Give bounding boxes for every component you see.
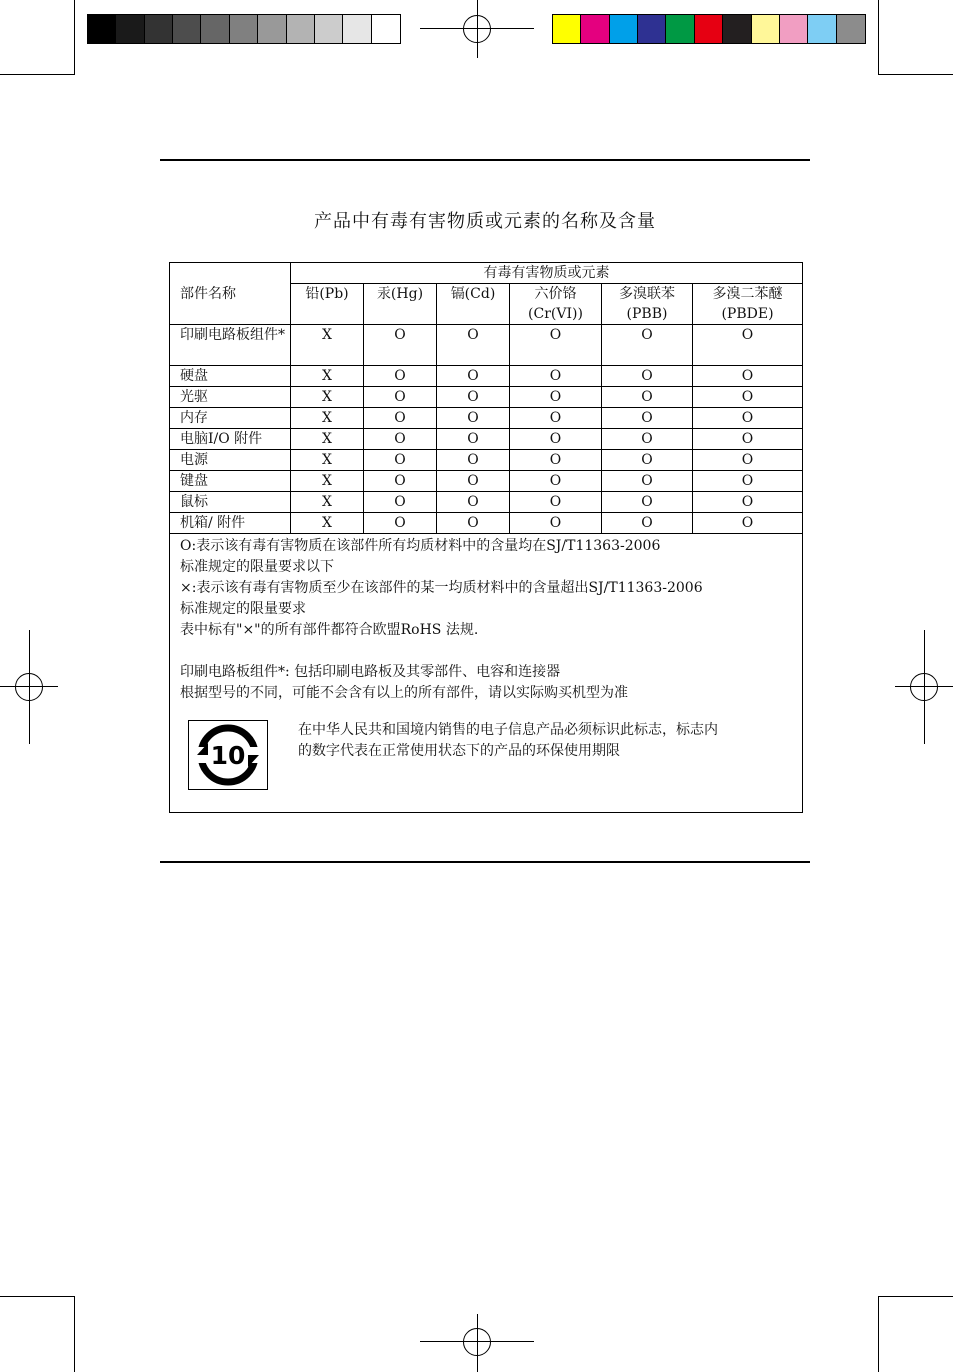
substance-name: 镉(Cd) xyxy=(450,286,496,302)
substance-value-cell: O xyxy=(510,325,602,366)
substance-value-cell: O xyxy=(693,492,803,513)
substance-value-cell: X xyxy=(291,492,364,513)
part-name-cell: 键盘 xyxy=(170,471,291,492)
note-o-line-1: O:表示该有毒有害物质在该部件所有均质材料中的含量均在SJ/T11363-2006 xyxy=(180,538,661,554)
color-swatch xyxy=(808,15,836,43)
substance-value-cell: X xyxy=(291,366,364,387)
gray-swatch xyxy=(88,15,116,43)
substance-name: 汞(Hg) xyxy=(376,286,424,302)
table-row xyxy=(170,450,803,471)
substance-header xyxy=(364,284,437,325)
substance-value-cell: O xyxy=(364,387,437,408)
substance-name: 铅(Pb) xyxy=(305,286,349,302)
substance-group-header: 有毒有害物质或元素 xyxy=(291,263,803,284)
table-row xyxy=(170,513,803,534)
logo-number: 10 xyxy=(210,741,246,770)
page-title: 产品中有毒有害物质或元素的名称及含量 xyxy=(314,211,656,232)
substance-header xyxy=(510,284,602,325)
substance-header xyxy=(602,284,693,325)
part-name-cell: 机箱/ 附件 xyxy=(170,513,291,534)
substance-value-cell: X xyxy=(291,471,364,492)
substance-value-cell: O xyxy=(437,492,510,513)
substance-name: 六价铬 xyxy=(534,286,577,302)
color-swatch xyxy=(780,15,808,43)
color-swatch xyxy=(581,15,609,43)
header-row-group xyxy=(170,263,803,284)
efup-logo-row xyxy=(180,720,792,790)
table-row xyxy=(170,325,803,366)
substance-value-cell: O xyxy=(510,408,602,429)
note-rohs: 表中标有"×"的所有部件都符合欧盟RoHS 法规. xyxy=(180,622,479,638)
substance-value-cell: O xyxy=(693,325,803,366)
part-name-cell: 内存 xyxy=(170,408,291,429)
substance-value-cell: O xyxy=(364,325,437,366)
substance-value-cell: O xyxy=(602,513,693,534)
logo-text-line-2: 的数字代表在正常使用状态下的产品的环保使用期限 xyxy=(298,743,620,759)
substance-value-cell: O xyxy=(693,513,803,534)
substance-value-cell: O xyxy=(437,429,510,450)
color-swatch xyxy=(837,15,865,43)
table-row xyxy=(170,366,803,387)
substance-value-cell: O xyxy=(602,492,693,513)
substance-value-cell: X xyxy=(291,408,364,429)
substance-value-cell: O xyxy=(510,492,602,513)
gray-swatch xyxy=(145,15,173,43)
substance-header xyxy=(291,284,364,325)
substance-symbol: (PBDE) xyxy=(721,306,774,322)
color-swatch xyxy=(695,15,723,43)
substance-value-cell: O xyxy=(693,429,803,450)
color-swatch xyxy=(638,15,666,43)
substance-header xyxy=(437,284,510,325)
hazardous-substance-table xyxy=(169,262,803,813)
note-x-line-1: ×:表示该有毒有害物质至少在该部件的某一均质材料中的含量超出SJ/T11363-2006 xyxy=(180,580,703,596)
substance-value-cell: X xyxy=(291,429,364,450)
substance-value-cell: O xyxy=(693,366,803,387)
gray-swatch xyxy=(258,15,286,43)
substance-value-cell: X xyxy=(291,450,364,471)
gray-swatch xyxy=(201,15,229,43)
substance-value-cell: O xyxy=(510,450,602,471)
substance-value-cell: O xyxy=(602,450,693,471)
part-name-header: 部件名称 xyxy=(170,263,291,325)
substance-value-cell: O xyxy=(364,429,437,450)
substance-value-cell: O xyxy=(693,471,803,492)
substance-value-cell: O xyxy=(364,450,437,471)
color-swatch xyxy=(610,15,638,43)
substance-value-cell: O xyxy=(364,366,437,387)
part-name-cell: 光驱 xyxy=(170,387,291,408)
substance-value-cell: O xyxy=(510,366,602,387)
substance-value-cell: O xyxy=(510,471,602,492)
substance-value-cell: O xyxy=(602,429,693,450)
gray-swatch xyxy=(315,15,343,43)
gray-swatch xyxy=(116,15,144,43)
substance-value-cell: X xyxy=(291,513,364,534)
logo-text-line-1: 在中华人民共和国境内销售的电子信息产品必须标识此标志，标志内 xyxy=(298,722,718,738)
substance-value-cell: X xyxy=(291,325,364,366)
substance-value-cell: O xyxy=(364,492,437,513)
part-name-cell: 电脑I/O 附件 xyxy=(170,429,291,450)
substance-name: 多溴联苯 xyxy=(619,286,675,302)
table-row xyxy=(170,408,803,429)
top-rule xyxy=(160,159,810,161)
substance-symbol: (Cr(VI)) xyxy=(528,306,583,322)
color-swatch xyxy=(723,15,751,43)
substance-value-cell: O xyxy=(510,513,602,534)
gray-swatch xyxy=(173,15,201,43)
color-swatch xyxy=(752,15,780,43)
recycle-10-icon xyxy=(196,723,260,787)
table-row xyxy=(170,429,803,450)
part-name-cell: 硬盘 xyxy=(170,366,291,387)
gray-swatch xyxy=(287,15,315,43)
substance-value-cell: O xyxy=(693,408,803,429)
note-pcb: 印刷电路板组件*: 包括印刷电路板及其零部件、电容和连接器 xyxy=(180,664,561,680)
efup-logo xyxy=(188,720,268,790)
gray-swatch xyxy=(230,15,258,43)
substance-value-cell: O xyxy=(510,387,602,408)
substance-value-cell: O xyxy=(364,471,437,492)
substance-value-cell: O xyxy=(437,513,510,534)
substance-value-cell: O xyxy=(602,387,693,408)
substance-value-cell: O xyxy=(602,366,693,387)
color-swatch xyxy=(553,15,581,43)
gray-swatch xyxy=(372,15,400,43)
notes-cell xyxy=(170,534,803,813)
substance-value-cell: O xyxy=(437,366,510,387)
note-o-line-2: 标准规定的限量要求以下 xyxy=(180,559,334,575)
substance-symbol: (PBB) xyxy=(626,306,668,322)
substance-value-cell: O xyxy=(437,471,510,492)
bottom-rule xyxy=(160,861,810,863)
substance-header xyxy=(693,284,803,325)
notes-row xyxy=(170,534,803,813)
table-row xyxy=(170,492,803,513)
substance-value-cell: O xyxy=(693,450,803,471)
part-name-cell: 电源 xyxy=(170,450,291,471)
note-model: 根据型号的不同，可能不会含有以上的所有部件，请以实际购买机型为准 xyxy=(180,685,628,701)
substance-value-cell: O xyxy=(364,513,437,534)
substance-value-cell: O xyxy=(364,408,437,429)
part-name-cell: 印刷电路板组件* xyxy=(170,325,291,366)
gray-swatch xyxy=(343,15,371,43)
color-bar xyxy=(552,14,866,44)
table-row xyxy=(170,471,803,492)
grayscale-bar xyxy=(87,14,401,44)
substance-value-cell: O xyxy=(693,387,803,408)
substance-value-cell: O xyxy=(437,408,510,429)
substance-value-cell: O xyxy=(602,325,693,366)
substance-name: 多溴二苯醚 xyxy=(712,286,783,302)
substance-value-cell: O xyxy=(437,450,510,471)
substance-value-cell: O xyxy=(602,408,693,429)
substance-value-cell: O xyxy=(437,387,510,408)
substance-value-cell: X xyxy=(291,387,364,408)
substance-value-cell: O xyxy=(437,325,510,366)
substance-value-cell: O xyxy=(602,471,693,492)
note-x-line-2: 标准规定的限量要求 xyxy=(180,601,306,617)
substance-value-cell: O xyxy=(510,429,602,450)
part-name-cell: 鼠标 xyxy=(170,492,291,513)
table-row xyxy=(170,387,803,408)
color-swatch xyxy=(666,15,694,43)
